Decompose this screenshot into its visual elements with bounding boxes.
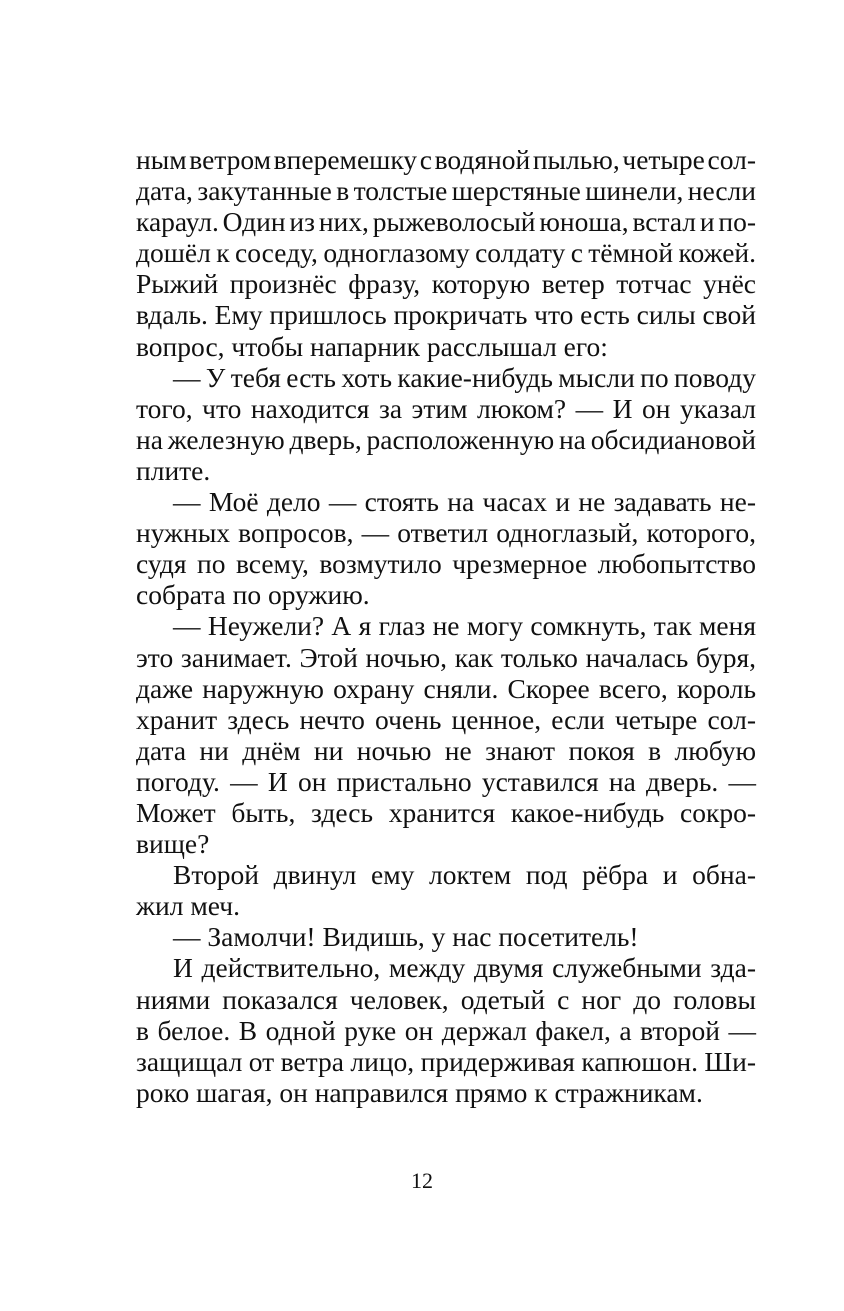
- text-line: погоду. — И он пристально уставился на дверь. —: [136, 765, 756, 797]
- text-line: ным ветром вперемешку с водяной пылью, четыре сол-: [136, 144, 756, 175]
- text-line: Второй двинул ему локтем под рёбра и обна-: [173, 859, 756, 891]
- text-line: это занимает. Этой ночью, как только началась буря,: [136, 641, 756, 673]
- text-line: Может быть, здесь хранится какое-нибудь сокро-: [136, 796, 756, 828]
- text-line: караул. Один из них, рыжеволосый юноша, встал и по-: [136, 206, 756, 238]
- text-line: вопрос, чтобы напарник расслышал его:: [136, 330, 608, 362]
- text-line: дошёл к соседу, одноглазому солдату с тёмной кожей.: [136, 237, 756, 269]
- text-line: дата, закутанные в толстые шерстяные шинели, несли: [136, 175, 756, 207]
- text-line: судя по всему, возмутило чрезмерное любопытство: [136, 548, 756, 580]
- text-line: дата ни днём ни ночью не знают покоя в любую: [136, 734, 756, 766]
- text-line: — У тебя есть хоть какие-нибудь мысли по поводу: [173, 361, 756, 393]
- text-line: хранит здесь нечто очень ценное, если четыре сол-: [136, 703, 756, 735]
- text-line: в белое. В одной руке он держал факел, а второй —: [136, 1014, 756, 1046]
- text-line: Рыжий произнёс фразу, которую ветер тотчас унёс: [136, 268, 756, 300]
- page-number: 12: [411, 1168, 433, 1193]
- text-line: — Моё дело — стоять на часах и не задавать не-: [173, 486, 756, 518]
- text-line: собрата по оружию.: [136, 579, 370, 611]
- text-line: жил меч.: [136, 890, 240, 922]
- text-line: вдаль. Ему пришлось прокричать что есть силы свой: [136, 299, 756, 331]
- text-line: на железную дверь, расположенную на обсидиановой: [136, 423, 756, 455]
- text-line: того, что находится за этим люком? — И он указал: [136, 392, 756, 424]
- text-line: — Неужели? А я глаз не могу сомкнуть, так меня: [173, 610, 756, 642]
- text-line: нужных вопросов, — ответил одноглазый, которого,: [136, 517, 756, 549]
- text-line: ниями показался человек, одетый с ног до головы: [136, 983, 756, 1015]
- text-line: — Замолчи! Видишь, у нас посетитель!: [173, 921, 639, 953]
- body-text: [136, 144, 756, 1108]
- text-line: И действительно, между двумя служебными зда-: [173, 952, 756, 984]
- text-line: даже наружную охрану сняли. Скорее всего, король: [136, 672, 756, 704]
- text-line: вище?: [136, 828, 210, 860]
- text-line: роко шагая, он направился прямо к стражникам.: [136, 1076, 703, 1108]
- text-line: защищал от ветра лицо, придерживая капюшон. Ши-: [136, 1045, 756, 1077]
- text-line: плите.: [136, 454, 211, 486]
